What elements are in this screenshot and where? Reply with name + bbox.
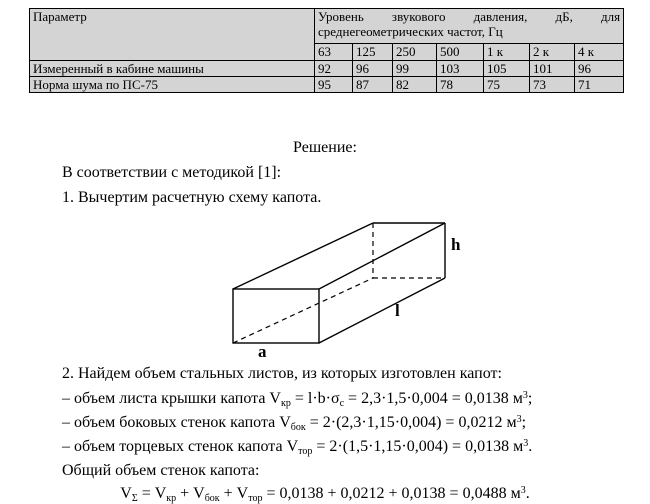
table-cell: 73 bbox=[530, 77, 575, 93]
table-cell: 71 bbox=[575, 77, 624, 93]
table-cell: 101 bbox=[530, 61, 575, 77]
label-l: l bbox=[395, 301, 400, 320]
frequency-cell: 250 bbox=[393, 44, 437, 61]
level-header: Уровень звукового давления, дБ, для среднегеометрических частот, Гц bbox=[315, 9, 624, 44]
table-cell: 95 bbox=[315, 77, 353, 93]
table-cell: 96 bbox=[575, 61, 624, 77]
table-cell: 75 bbox=[484, 77, 530, 93]
total-label: Общий объем стенок капота: bbox=[62, 462, 260, 479]
frequency-cell: 4 к bbox=[575, 44, 624, 61]
label-a: a bbox=[258, 342, 267, 361]
volume-end-line: – объем торцевых стенок капота $V_{тор} = 2\cdot(1,5\cdot 1,15\cdot 0,004) = 0,0138$ $м^3$. bbox=[62, 438, 533, 457]
param-header: Параметр bbox=[30, 9, 315, 61]
bottom-right-edge bbox=[319, 278, 445, 343]
noise-table bbox=[29, 8, 624, 93]
frequency-cell: 125 bbox=[353, 44, 393, 61]
frequency-cell: 2 к bbox=[530, 44, 575, 61]
step-1: 1. Вычертим расчетную схему капота. bbox=[62, 189, 322, 206]
row-label: Норма шума по ПС-75 bbox=[30, 77, 315, 93]
table-cell: 96 bbox=[353, 61, 393, 77]
table-cell: 82 bbox=[393, 77, 437, 93]
table-cell: 103 bbox=[437, 61, 484, 77]
frequency-cell: 63 bbox=[315, 44, 353, 61]
label-h: h bbox=[451, 235, 461, 254]
table-cell: 78 bbox=[437, 77, 484, 93]
table-cell: 92 bbox=[315, 61, 353, 77]
hidden-bottom-left-edge bbox=[233, 278, 373, 343]
table-row bbox=[30, 61, 624, 77]
total-formula: $V_\Sigma = V_{кр} + V_{бок} + V_{тор} = 0,0138 + 0,0212 + 0,0138 = 0,0488$ $м^3$. bbox=[120, 485, 530, 504]
solution-heading: Решение: bbox=[293, 139, 357, 156]
volume-top-line: – объем листа крышки капота $V_{кр} = l\cdot b\cdot\sigma_c = 2,3\cdot 1,5\cdot 0,004 = 0,0138$ $м^3$; bbox=[62, 390, 533, 409]
table-cell: 99 bbox=[393, 61, 437, 77]
table-cell: 87 bbox=[353, 77, 393, 93]
top-right-edge bbox=[319, 223, 445, 289]
table-cell: 105 bbox=[484, 61, 530, 77]
intro-line: В соответствии с методикой [1]: bbox=[62, 164, 282, 181]
volume-side-line: – объем боковых стенок капота $V_{бок} = 2\cdot(2,3\cdot 1,15\cdot 0,004) = 0,0212$ $м^3$; bbox=[62, 414, 527, 433]
row-label: Измеренный в кабине машины bbox=[30, 61, 315, 77]
frequency-cell: 1 к bbox=[484, 44, 530, 61]
front-face bbox=[233, 289, 319, 343]
table-row bbox=[30, 77, 624, 93]
top-left-edge bbox=[233, 223, 373, 289]
step-2: 2. Найдем объем стальных листов, из которых изготовлен капот: bbox=[62, 365, 502, 382]
frequency-cell: 500 bbox=[437, 44, 484, 61]
